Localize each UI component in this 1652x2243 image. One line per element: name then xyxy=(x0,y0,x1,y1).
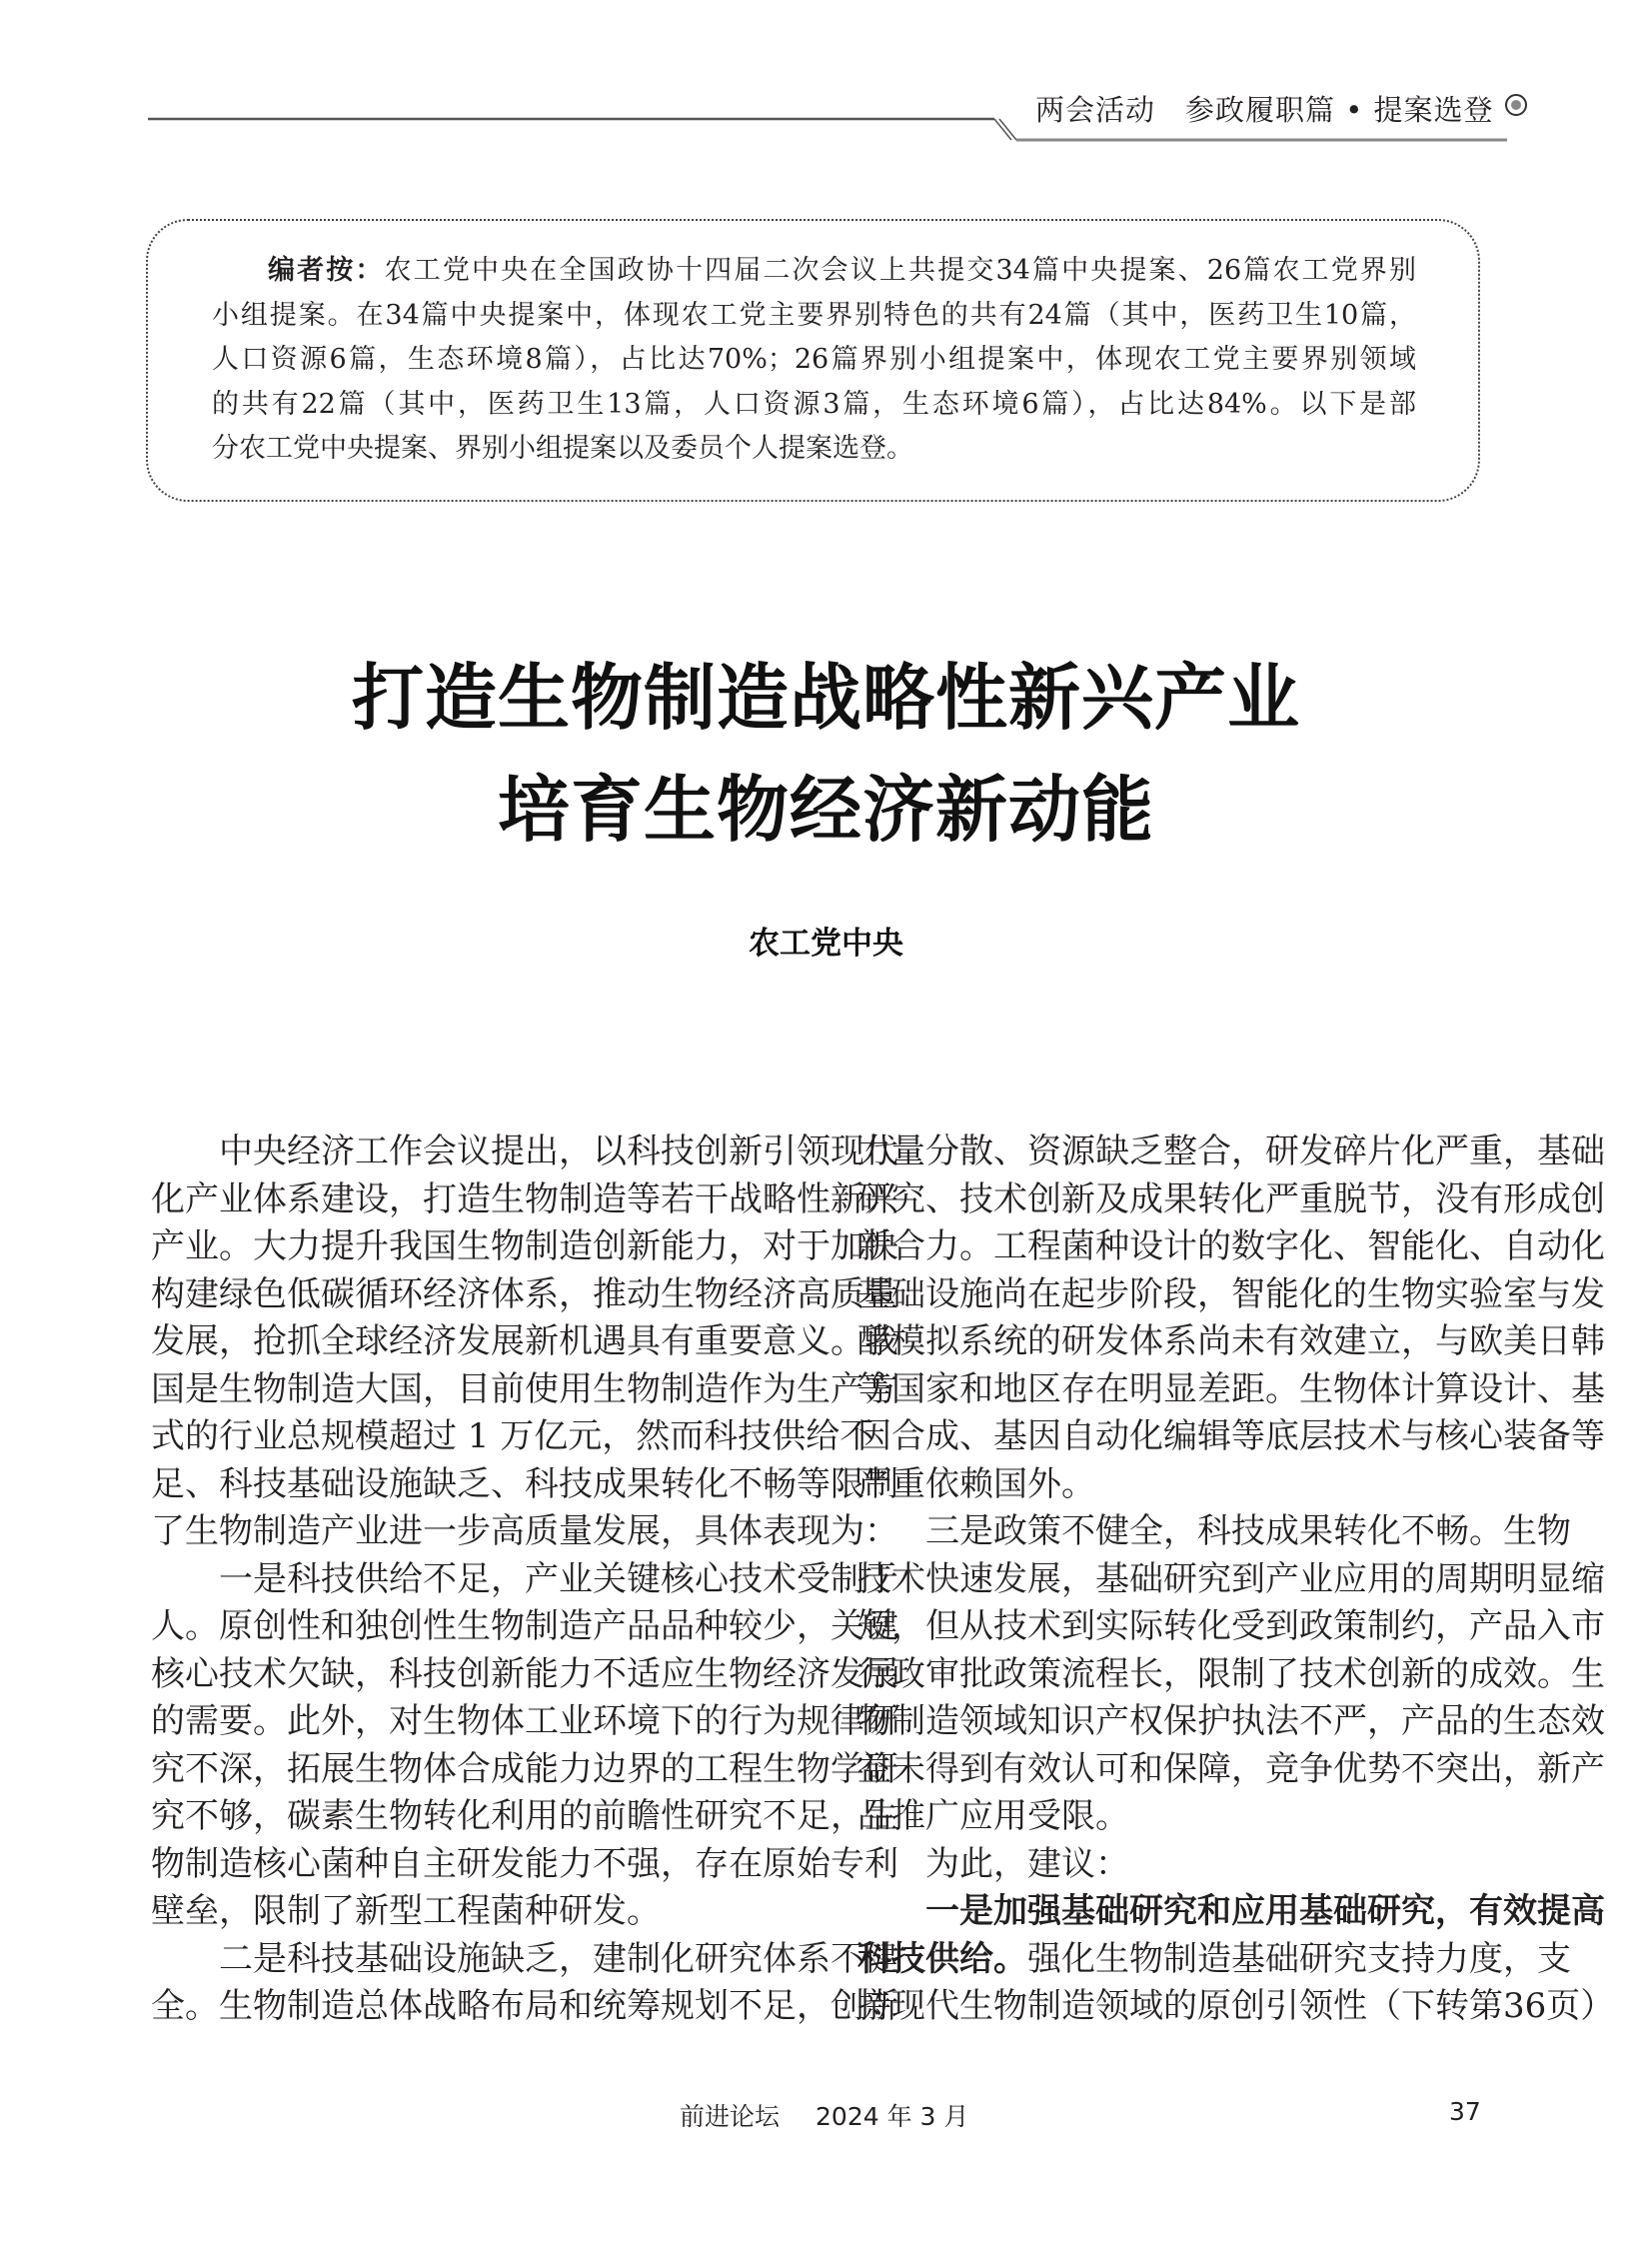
line-text: 基础设施尚在起步阶段，智能化的生物实验室与发 xyxy=(857,1273,1605,1314)
line-text: 等国家和地区存在明显差距。生物体计算设计、基 xyxy=(857,1368,1605,1409)
line-text: 人口资源6篇，生态环境8篇），占比达70%；26篇界别小组提案中，体现农工党主要界别领域 xyxy=(212,344,1416,375)
line-text: 三是政策不健全，科技成果转化不畅。生物 xyxy=(925,1511,1571,1551)
editor-note-line xyxy=(212,298,1416,334)
line-text: 一是科技供给不足，产业关键核心技术受制于 xyxy=(219,1558,898,1599)
line-text: 中央经济工作会议提出，以科技创新引领现代 xyxy=(219,1131,898,1171)
bold-lead-text: 编者按： xyxy=(268,255,385,286)
body-text-line xyxy=(857,1603,1605,1649)
body-text-line xyxy=(857,1508,1571,1554)
line-text: 人。原创性和独创性生物制造产品品种较少，关键 xyxy=(151,1606,898,1646)
line-text: 行政审批政策流程长，限制了技术创新的成效。生 xyxy=(857,1653,1605,1694)
body-text-line xyxy=(151,1603,898,1649)
line-text: 二是科技基础设施缺乏，建制化研究体系不健 xyxy=(219,1938,898,1979)
body-text-line xyxy=(857,1366,1605,1412)
body-text-line xyxy=(857,1318,1605,1364)
line-text: 新合力。工程菌种设计的数字化、智能化、自动化 xyxy=(857,1226,1605,1266)
line-text: 究不深，拓展生物体合成能力边界的工程生物学研 xyxy=(151,1748,898,1789)
body-text-line xyxy=(857,1176,1605,1222)
editor-note-line xyxy=(268,253,1416,289)
body-text-line xyxy=(857,1746,1605,1792)
body-text-line xyxy=(151,1793,898,1839)
line-text: 物制造核心菌种自主研发能力不强，存在原始专利 xyxy=(151,1843,898,1884)
body-text-line xyxy=(151,1223,898,1269)
body-text-line xyxy=(151,1366,898,1412)
line-text: 因合成、基因自动化编辑等底层技术与核心装备等 xyxy=(857,1416,1605,1456)
bold-lead-text: 科技供给。 xyxy=(857,1938,1027,1979)
line-text: 产业。大力提升我国生物制造创新能力，对于加快 xyxy=(151,1226,898,1266)
body-text-line xyxy=(857,1936,1571,1982)
body-text-line xyxy=(151,1888,777,1934)
line-text: 技术快速发展，基础研究到产业应用的周期明显缩 xyxy=(857,1558,1605,1599)
editor-note-line xyxy=(212,342,1416,378)
line-text: 小组提案。在34篇中央提案中，体现农工党主要界别特色的共有24篇（其中，医药卫生10篇， xyxy=(212,299,1416,331)
line-text: 化产业体系建设，打造生物制造等若干战略性新兴 xyxy=(151,1178,898,1219)
line-text: 核心技术欠缺，科技创新能力不适应生物经济发展 xyxy=(151,1653,898,1694)
body-text-line xyxy=(151,1318,898,1364)
body-text-line xyxy=(857,1556,1605,1602)
line-text: 酵模拟系统的研发体系尚未有效建立，与欧美日韩 xyxy=(857,1321,1605,1361)
article-title-line2: 培育生物经济新动能 xyxy=(497,768,1154,852)
section-title: 两会活动 参政履职篇 • 提案选登 xyxy=(1035,93,1494,127)
footer-publication xyxy=(680,2097,1004,2133)
body-text-line xyxy=(151,1556,898,1602)
body-text-line xyxy=(857,1841,1483,1887)
line-text: 为此，建议： xyxy=(925,1843,1129,1884)
line-text: 短，但从技术到实际转化受到政策制约，产品入市 xyxy=(857,1606,1605,1646)
line-text: 物制造领域知识产权保护执法不严，产品的生态效 xyxy=(857,1701,1605,1741)
body-text-line xyxy=(857,1223,1605,1269)
article-author: 农工党中央 xyxy=(749,926,903,962)
page-number: 37 xyxy=(1449,2097,1481,2126)
line-text: 全。生物制造总体战略布局和统筹规划不足，创新 xyxy=(151,1986,898,2026)
line-text: 益未得到有效认可和保障，竞争优势不突出，新产 xyxy=(857,1748,1605,1789)
line-text: 农工党中央在全国政协十四届二次会议上共提交34篇中央提案、26篇农工党界别 xyxy=(384,255,1416,286)
editor-note-line xyxy=(212,431,1416,467)
body-text-line xyxy=(151,1176,898,1222)
body-text-line xyxy=(151,1983,898,2029)
body-text-line xyxy=(857,1793,1483,1839)
body-text-line xyxy=(151,1651,898,1697)
body-text-line xyxy=(151,1508,898,1554)
body-text-line xyxy=(857,1888,1605,1934)
body-text-line xyxy=(151,1128,898,1174)
body-text-line xyxy=(857,1983,1615,2029)
line-text: 品推广应用受限。 xyxy=(857,1796,1129,1836)
body-text-line xyxy=(151,1841,898,1887)
body-text-line xyxy=(151,1413,874,1459)
body-text-line xyxy=(857,1271,1605,1317)
issue-date: 2024 年 3 月 xyxy=(816,2102,969,2131)
body-text-line xyxy=(151,1461,898,1507)
target-circle-icon xyxy=(1505,94,1527,116)
body-text-line xyxy=(151,1271,898,1317)
line-text: 国是生物制造大国，目前使用生物制造作为生产方 xyxy=(151,1368,898,1409)
body-text-line xyxy=(857,1461,1483,1507)
line-text: 式的行业总规模超过 1 万亿元，然而科技供给不 xyxy=(151,1416,874,1456)
publication-name: 前进论坛 xyxy=(680,2102,781,2131)
body-text-line xyxy=(857,1128,1605,1174)
body-text-line xyxy=(857,1698,1605,1744)
body-text-line xyxy=(151,1936,898,1982)
line-text: 壁垒，限制了新型工程菌种研发。 xyxy=(151,1891,661,1931)
article-title-line1: 打造生物制造战略性新兴产业 xyxy=(351,656,1300,740)
line-text: 力量分散、资源缺乏整合，研发碎片化严重，基础 xyxy=(857,1131,1605,1171)
line-text: 的需要。此外，对生物体工业环境下的行为规律研 xyxy=(151,1701,898,1741)
line-text: 严重依赖国外。 xyxy=(857,1463,1095,1504)
line-text: 强化生物制造基础研究支持力度，支 xyxy=(1027,1938,1571,1979)
body-text-line xyxy=(857,1651,1605,1697)
line-text: 研究、技术创新及成果转化严重脱节，没有形成创 xyxy=(857,1178,1605,1219)
line-text: 构建绿色低碳循环经济体系，推动生物经济高质量 xyxy=(151,1273,898,1314)
line-text: 足、科技基础设施缺乏、科技成果转化不畅等限制 xyxy=(151,1463,898,1504)
line-text: 发展，抢抓全球经济发展新机遇具有重要意义。我 xyxy=(151,1321,898,1361)
body-text-line xyxy=(151,1698,898,1744)
bold-lead-text: 一是加强基础研究和应用基础研究，有效提高 xyxy=(925,1891,1605,1931)
line-text: 的共有22篇（其中，医药卫生13篇，人口资源3篇，生态环境6篇），占比达84%。以下是部 xyxy=(212,388,1416,420)
body-text-line xyxy=(151,1746,898,1792)
line-text: 究不够，碳素生物转化利用的前瞻性研究不足，生 xyxy=(151,1796,898,1836)
line-text: 持现代生物制造领域的原创引领性（下转第36页） xyxy=(857,1986,1615,2026)
line-text: 分农工党中央提案、界别小组提案以及委员个人提案选登。 xyxy=(212,433,913,464)
line-text: 了生物制造产业进一步高质量发展，具体表现为： xyxy=(151,1511,898,1551)
editor-note-line xyxy=(212,387,1416,423)
body-text-line xyxy=(857,1413,1605,1459)
